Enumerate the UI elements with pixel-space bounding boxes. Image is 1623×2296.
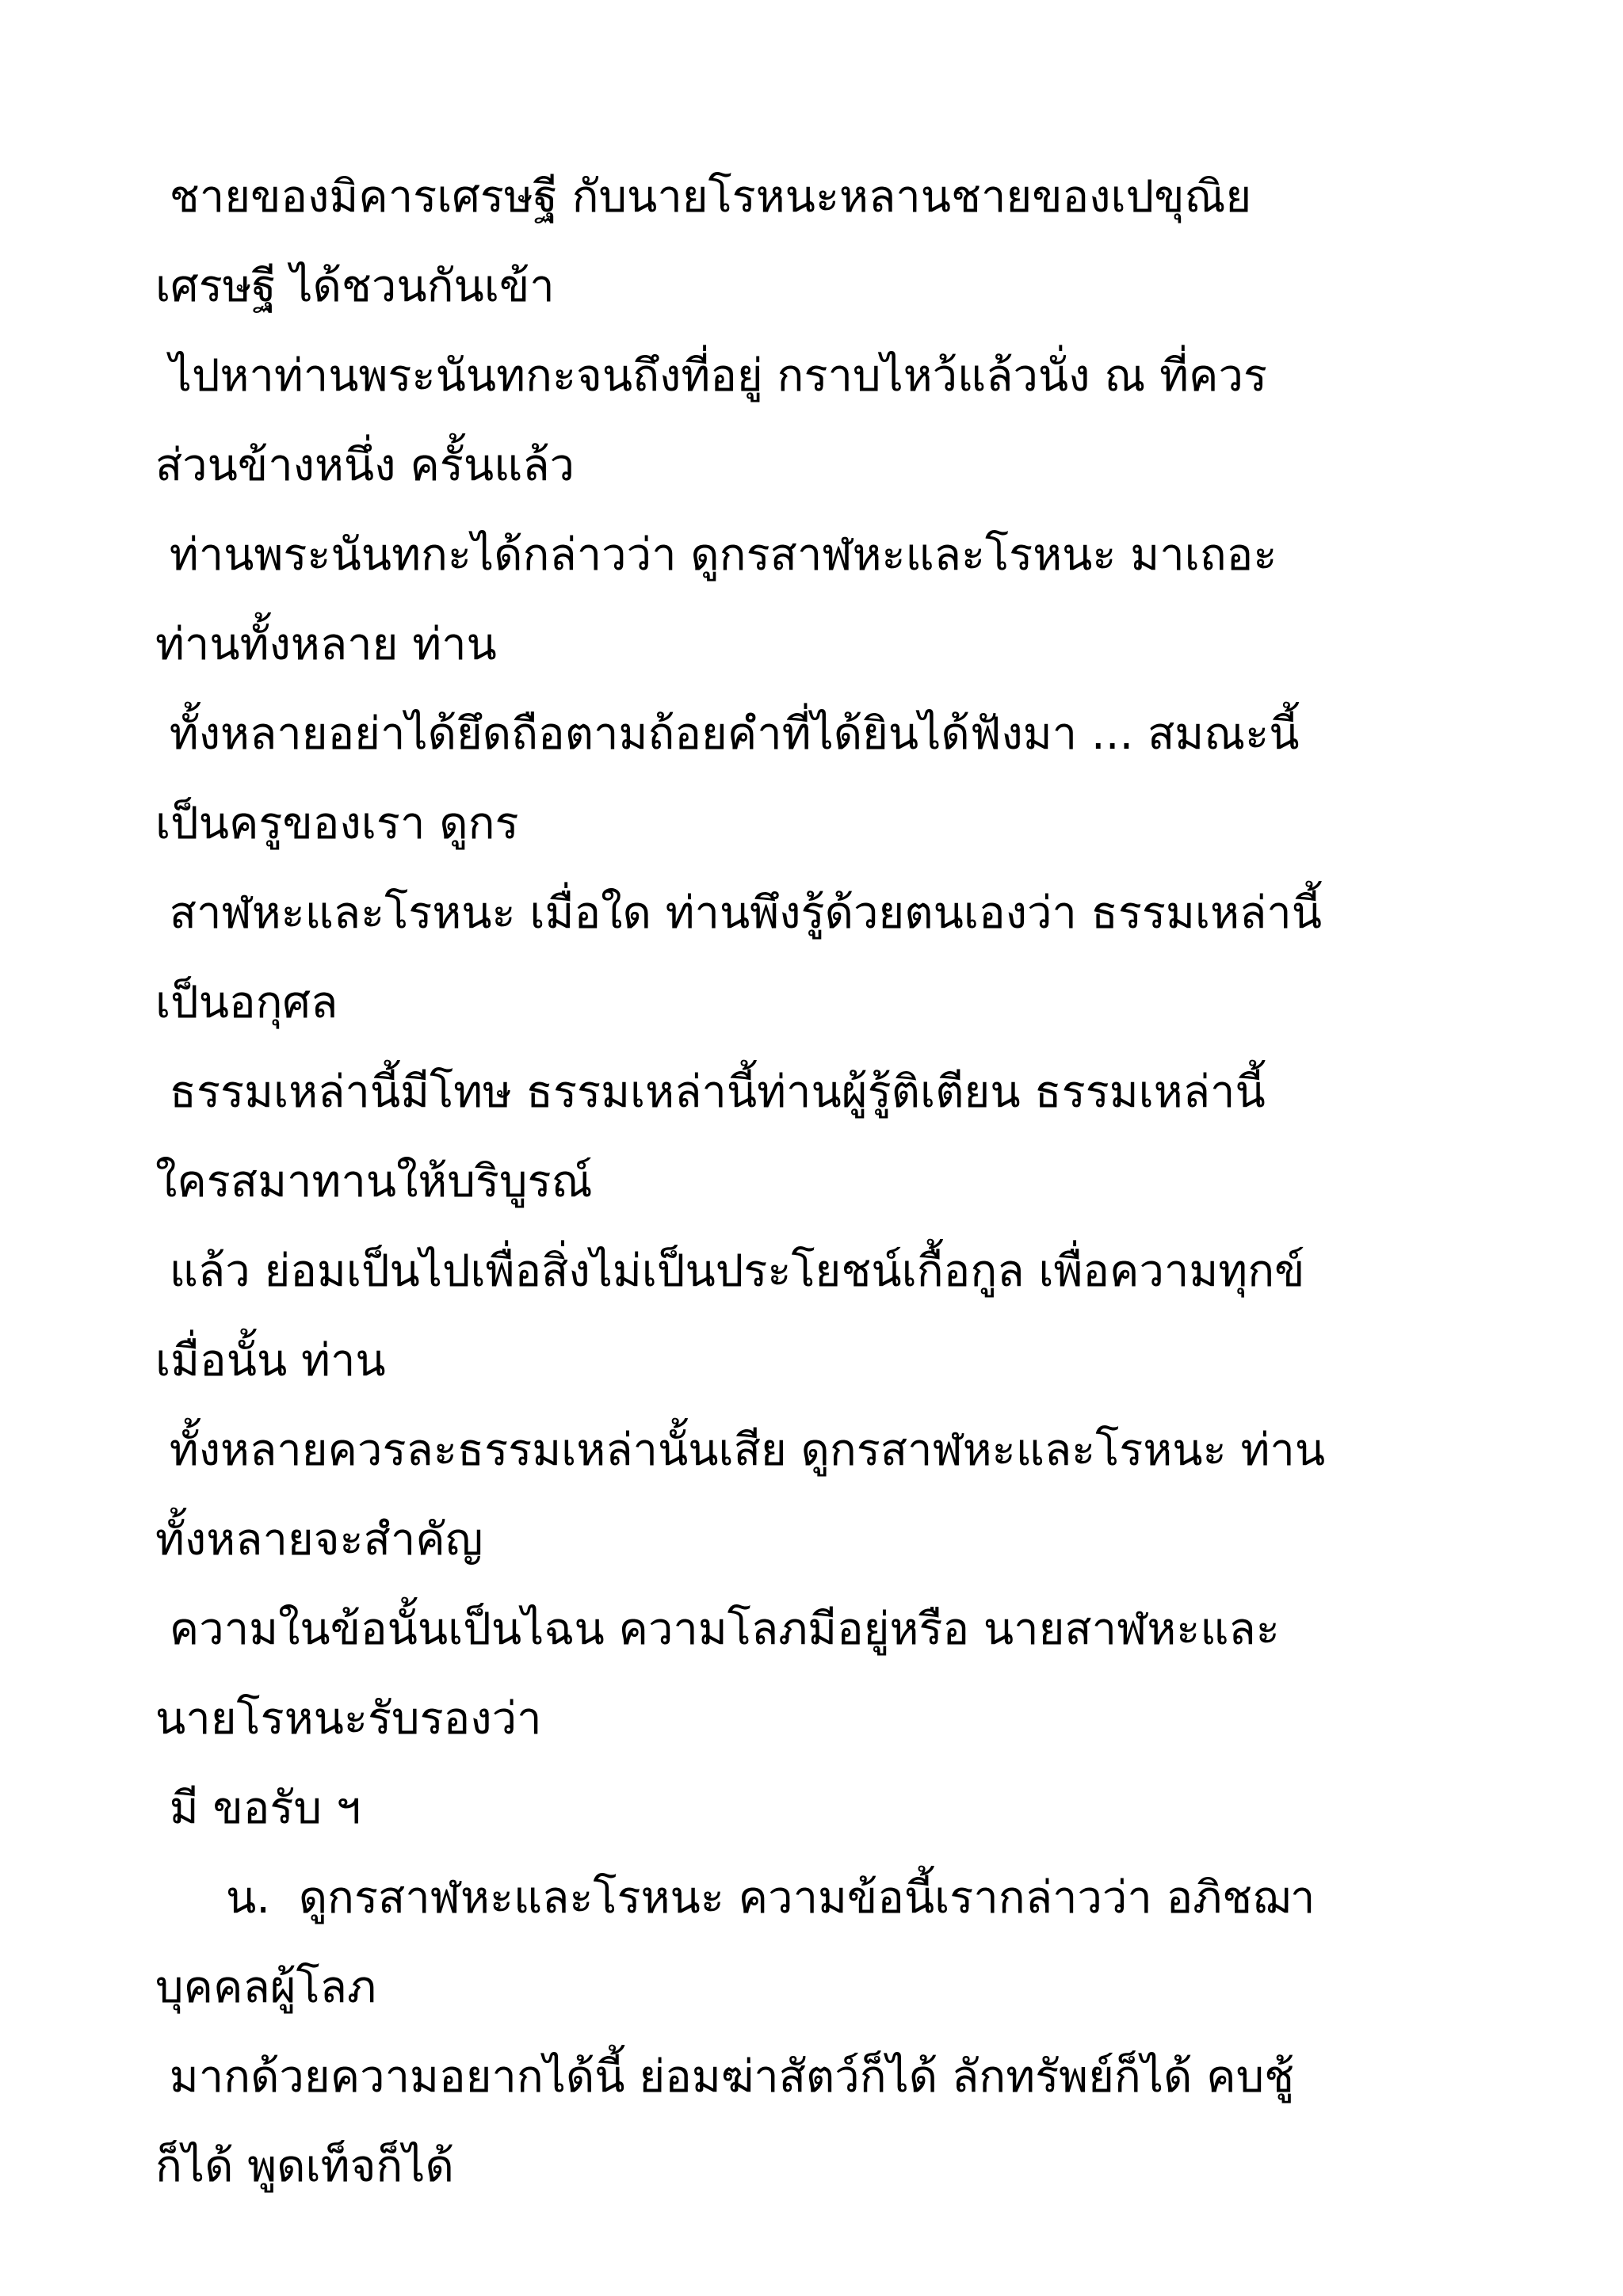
document-body (155, 152, 1518, 2211)
text-line: น. ดูกรสาฬหะและโรหนะ ความข้อนี้เรากล่าวว่า อภิชฌา (155, 1872, 1316, 1924)
text-line: ใครสมาทานให้บริบูรณ์ (155, 1156, 593, 1207)
text-line: ท่านพระนันทกะได้กล่าวว่า ดูกรสาฬหะและโรหนะ มาเถอะ (155, 529, 1277, 581)
text-line: ความในข้อนั้นเป็นไฉน ความโลภมีอยู่หรือ นายสาฬหะและ (155, 1604, 1280, 1655)
text-line: สาฬหะและโรหนะ เมื่อใด ท่านพึงรู้ด้วยตนเองว่า ธรรมเหล่านี้ (155, 887, 1323, 939)
text-line: นายโรหนะรับรองว่า (155, 1693, 542, 1745)
text-line: ทั้งหลายควรละธรรมเหล่านั้นเสีย ดูกรสาฬหะและโรหนะ ท่าน (155, 1425, 1326, 1476)
text-line: เศรษฐี ได้ชวนกันเข้า (155, 261, 555, 312)
text-line: ทั้งหลายจะสำคัญ (155, 1514, 483, 1566)
text-line: ชายของมิคารเศรษฐี กับนายโรหนะหลานชายของเปขุณิย (155, 171, 1252, 223)
text-line: ก็ได้ พูดเท็จก็ได้ (155, 2141, 454, 2192)
text-line: ท่านทั้งหลาย ท่าน (155, 619, 497, 670)
text-line: เมื่อนั้น ท่าน (155, 1335, 386, 1386)
text-line: มี ขอรับ ฯ (155, 1783, 361, 1834)
text-line: ส่วนข้างหนึ่ง ครั้นแล้ว (155, 440, 575, 491)
text-line: ไปหาท่านพระนันทกะจนถึงที่อยู่ กราบไหว้แล้วนั่ง ณ ที่ควร (155, 350, 1267, 402)
text-line: บุคคลผู้โลภ (155, 1962, 376, 2013)
text-line: ทั้งหลายอย่าได้ยึดถือตามถ้อยคำที่ได้ยินได้ฟังมา ... สมณะนี้ (155, 708, 1300, 760)
text-line: เป็นอกุศล (155, 977, 338, 1028)
text-line: มากด้วยความอยากได้นี้ ย่อมฆ่าสัตว์ก็ได้ ลักทรัพย์ก็ได้ คบชู้ (155, 2051, 1295, 2103)
text-line: เป็นครูของเรา ดูกร (155, 798, 519, 849)
text-line: แล้ว ย่อมเป็นไปเพื่อสิ่งไม่เป็นประโยชน์เกื้อกูล เพื่อความทุกข์ (155, 1245, 1305, 1297)
text-line: ธรรมเหล่านี้มีโทษ ธรรมเหล่านี้ท่านผู้รู้ติเตียน ธรรมเหล่านี้ (155, 1066, 1266, 1118)
